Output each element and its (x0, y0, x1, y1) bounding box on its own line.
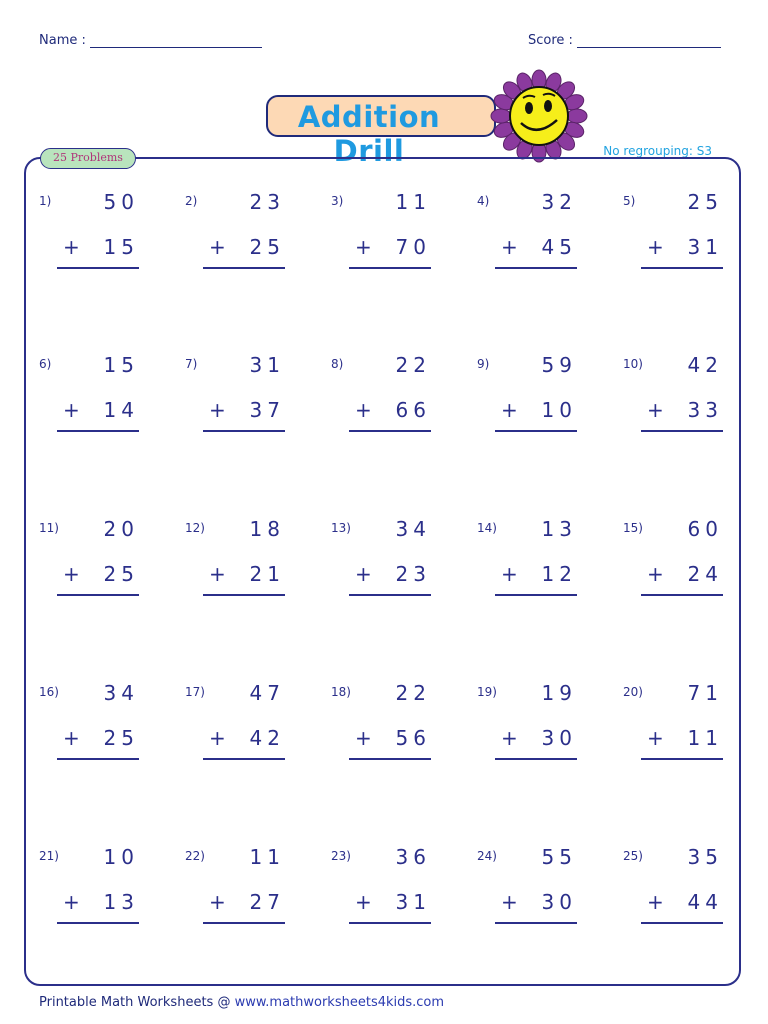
answer-line[interactable] (641, 267, 723, 269)
answer-line[interactable] (641, 758, 723, 760)
sun-left-eye (525, 102, 533, 114)
addend-bottom: 37 (249, 398, 285, 422)
answer-line[interactable] (203, 922, 285, 924)
problem-number: 23) (331, 849, 351, 863)
addend-top: 35 (687, 845, 723, 869)
problem-number: 17) (185, 685, 205, 699)
answer-line[interactable] (57, 267, 139, 269)
problem-number: 15) (623, 521, 643, 535)
problem-23 (331, 845, 431, 925)
addend-bottom: 44 (687, 890, 723, 914)
footer-text: Printable Math Worksheets @ (39, 995, 235, 1010)
plus-sign: + (209, 562, 226, 586)
plus-sign: + (209, 235, 226, 259)
answer-line[interactable] (57, 758, 139, 760)
addend-top: 34 (103, 681, 139, 705)
worksheet-title: Addition Drill (297, 100, 441, 168)
addend-top: 55 (541, 845, 577, 869)
addend-bottom: 25 (249, 235, 285, 259)
answer-line[interactable] (495, 267, 577, 269)
problem-number: 12) (185, 521, 205, 535)
plus-sign: + (209, 726, 226, 750)
problem-number: 16) (39, 685, 59, 699)
plus-sign: + (209, 890, 226, 914)
problem-number: 9) (477, 357, 490, 371)
plus-sign: + (63, 398, 80, 422)
problem-21 (39, 845, 139, 925)
answer-line[interactable] (203, 758, 285, 760)
problem-number: 20) (623, 685, 643, 699)
problem-22 (185, 845, 285, 925)
problem-1 (39, 190, 139, 270)
answer-line[interactable] (641, 922, 723, 924)
score-label: Score : (528, 33, 573, 48)
answer-line[interactable] (641, 594, 723, 596)
answer-line[interactable] (203, 430, 285, 432)
plus-sign: + (501, 890, 518, 914)
addend-bottom: 33 (687, 398, 723, 422)
plus-sign: + (501, 562, 518, 586)
problem-15 (623, 517, 723, 597)
addend-bottom: 14 (103, 398, 139, 422)
footer (39, 995, 444, 1010)
problem-number: 1) (39, 194, 52, 208)
problem-11 (39, 517, 139, 597)
problem-number: 3) (331, 194, 344, 208)
problem-number: 22) (185, 849, 205, 863)
problem-14 (477, 517, 577, 597)
title-box (266, 95, 496, 168)
problem-number: 5) (623, 194, 636, 208)
name-label: Name : (39, 33, 86, 48)
problem-count-badge: 25 Problems (40, 148, 136, 169)
worksheet-subtitle: No regrouping: S3 (603, 144, 712, 158)
addend-top: 22 (395, 681, 431, 705)
addend-bottom: 45 (541, 235, 577, 259)
addend-bottom: 31 (687, 235, 723, 259)
plus-sign: + (501, 235, 518, 259)
addend-bottom: 15 (103, 235, 139, 259)
problem-number: 21) (39, 849, 59, 863)
addend-bottom: 24 (687, 562, 723, 586)
plus-sign: + (501, 726, 518, 750)
addend-bottom: 27 (249, 890, 285, 914)
answer-line[interactable] (349, 430, 431, 432)
problem-3 (331, 190, 431, 270)
sun-face (510, 87, 568, 145)
problem-6 (39, 353, 139, 433)
plus-sign: + (63, 562, 80, 586)
answer-line[interactable] (57, 922, 139, 924)
addend-bottom: 56 (395, 726, 431, 750)
plus-sign: + (355, 726, 372, 750)
addend-bottom: 23 (395, 562, 431, 586)
addend-top: 71 (687, 681, 723, 705)
problem-5 (623, 190, 723, 270)
problem-19 (477, 681, 577, 761)
problem-9 (477, 353, 577, 433)
problem-number: 7) (185, 357, 198, 371)
addend-top: 25 (687, 190, 723, 214)
problem-17 (185, 681, 285, 761)
problem-25 (623, 845, 723, 925)
plus-sign: + (647, 398, 664, 422)
addend-bottom: 21 (249, 562, 285, 586)
addend-top: 11 (395, 190, 431, 214)
addend-bottom: 10 (541, 398, 577, 422)
addend-bottom: 30 (541, 726, 577, 750)
plus-sign: + (63, 235, 80, 259)
score-blank-line[interactable] (577, 33, 721, 48)
answer-line[interactable] (349, 267, 431, 269)
problem-number: 25) (623, 849, 643, 863)
sun-petal (491, 109, 511, 123)
problem-number: 2) (185, 194, 198, 208)
problem-20 (623, 681, 723, 761)
name-field[interactable] (39, 33, 262, 48)
answer-line[interactable] (495, 430, 577, 432)
problem-number: 14) (477, 521, 497, 535)
answer-line[interactable] (203, 594, 285, 596)
addend-bottom: 70 (395, 235, 431, 259)
answer-line[interactable] (203, 267, 285, 269)
addend-top: 10 (103, 845, 139, 869)
problem-7 (185, 353, 285, 433)
addend-top: 15 (103, 353, 139, 377)
problem-18 (331, 681, 431, 761)
answer-line[interactable] (349, 922, 431, 924)
problem-number: 10) (623, 357, 643, 371)
addend-bottom: 13 (103, 890, 139, 914)
name-blank-line[interactable] (90, 33, 262, 48)
problem-number: 11) (39, 521, 59, 535)
addend-top: 13 (541, 517, 577, 541)
plus-sign: + (647, 890, 664, 914)
plus-sign: + (647, 562, 664, 586)
problem-16 (39, 681, 139, 761)
problem-24 (477, 845, 577, 925)
problem-number: 19) (477, 685, 497, 699)
answer-line[interactable] (57, 430, 139, 432)
problem-10 (623, 353, 723, 433)
answer-line[interactable] (495, 922, 577, 924)
addend-top: 50 (103, 190, 139, 214)
plus-sign: + (209, 398, 226, 422)
addend-bottom: 66 (395, 398, 431, 422)
sun-petal (567, 109, 587, 123)
answer-line[interactable] (349, 758, 431, 760)
answer-line[interactable] (641, 430, 723, 432)
problem-4 (477, 190, 577, 270)
addend-top: 47 (249, 681, 285, 705)
plus-sign: + (355, 235, 372, 259)
addend-top: 32 (541, 190, 577, 214)
sun-right-eye (544, 100, 552, 112)
addend-bottom: 25 (103, 726, 139, 750)
problem-13 (331, 517, 431, 597)
addend-bottom: 25 (103, 562, 139, 586)
plus-sign: + (63, 890, 80, 914)
addend-top: 23 (249, 190, 285, 214)
addend-top: 36 (395, 845, 431, 869)
problem-8 (331, 353, 431, 433)
problem-number: 6) (39, 357, 52, 371)
problem-number: 13) (331, 521, 351, 535)
answer-line[interactable] (495, 594, 577, 596)
addend-bottom: 42 (249, 726, 285, 750)
addend-top: 59 (541, 353, 577, 377)
score-field[interactable] (528, 33, 721, 48)
addend-top: 42 (687, 353, 723, 377)
footer-link[interactable]: www.mathworksheets4kids.com (234, 995, 445, 1010)
problem-number: 18) (331, 685, 351, 699)
addend-top: 34 (395, 517, 431, 541)
plus-sign: + (355, 562, 372, 586)
problem-2 (185, 190, 285, 270)
problem-number: 24) (477, 849, 497, 863)
addend-bottom: 12 (541, 562, 577, 586)
problem-number: 8) (331, 357, 344, 371)
addend-top: 19 (541, 681, 577, 705)
plus-sign: + (355, 398, 372, 422)
addend-top: 31 (249, 353, 285, 377)
addend-top: 11 (249, 845, 285, 869)
answer-line[interactable] (349, 594, 431, 596)
addend-top: 60 (687, 517, 723, 541)
addend-bottom: 31 (395, 890, 431, 914)
problem-number: 4) (477, 194, 490, 208)
plus-sign: + (647, 235, 664, 259)
answer-line[interactable] (495, 758, 577, 760)
plus-sign: + (355, 890, 372, 914)
plus-sign: + (647, 726, 664, 750)
addend-bottom: 30 (541, 890, 577, 914)
addend-bottom: 11 (687, 726, 723, 750)
answer-line[interactable] (57, 594, 139, 596)
addend-top: 18 (249, 517, 285, 541)
problem-12 (185, 517, 285, 597)
plus-sign: + (501, 398, 518, 422)
plus-sign: + (63, 726, 80, 750)
addend-top: 22 (395, 353, 431, 377)
addend-top: 20 (103, 517, 139, 541)
